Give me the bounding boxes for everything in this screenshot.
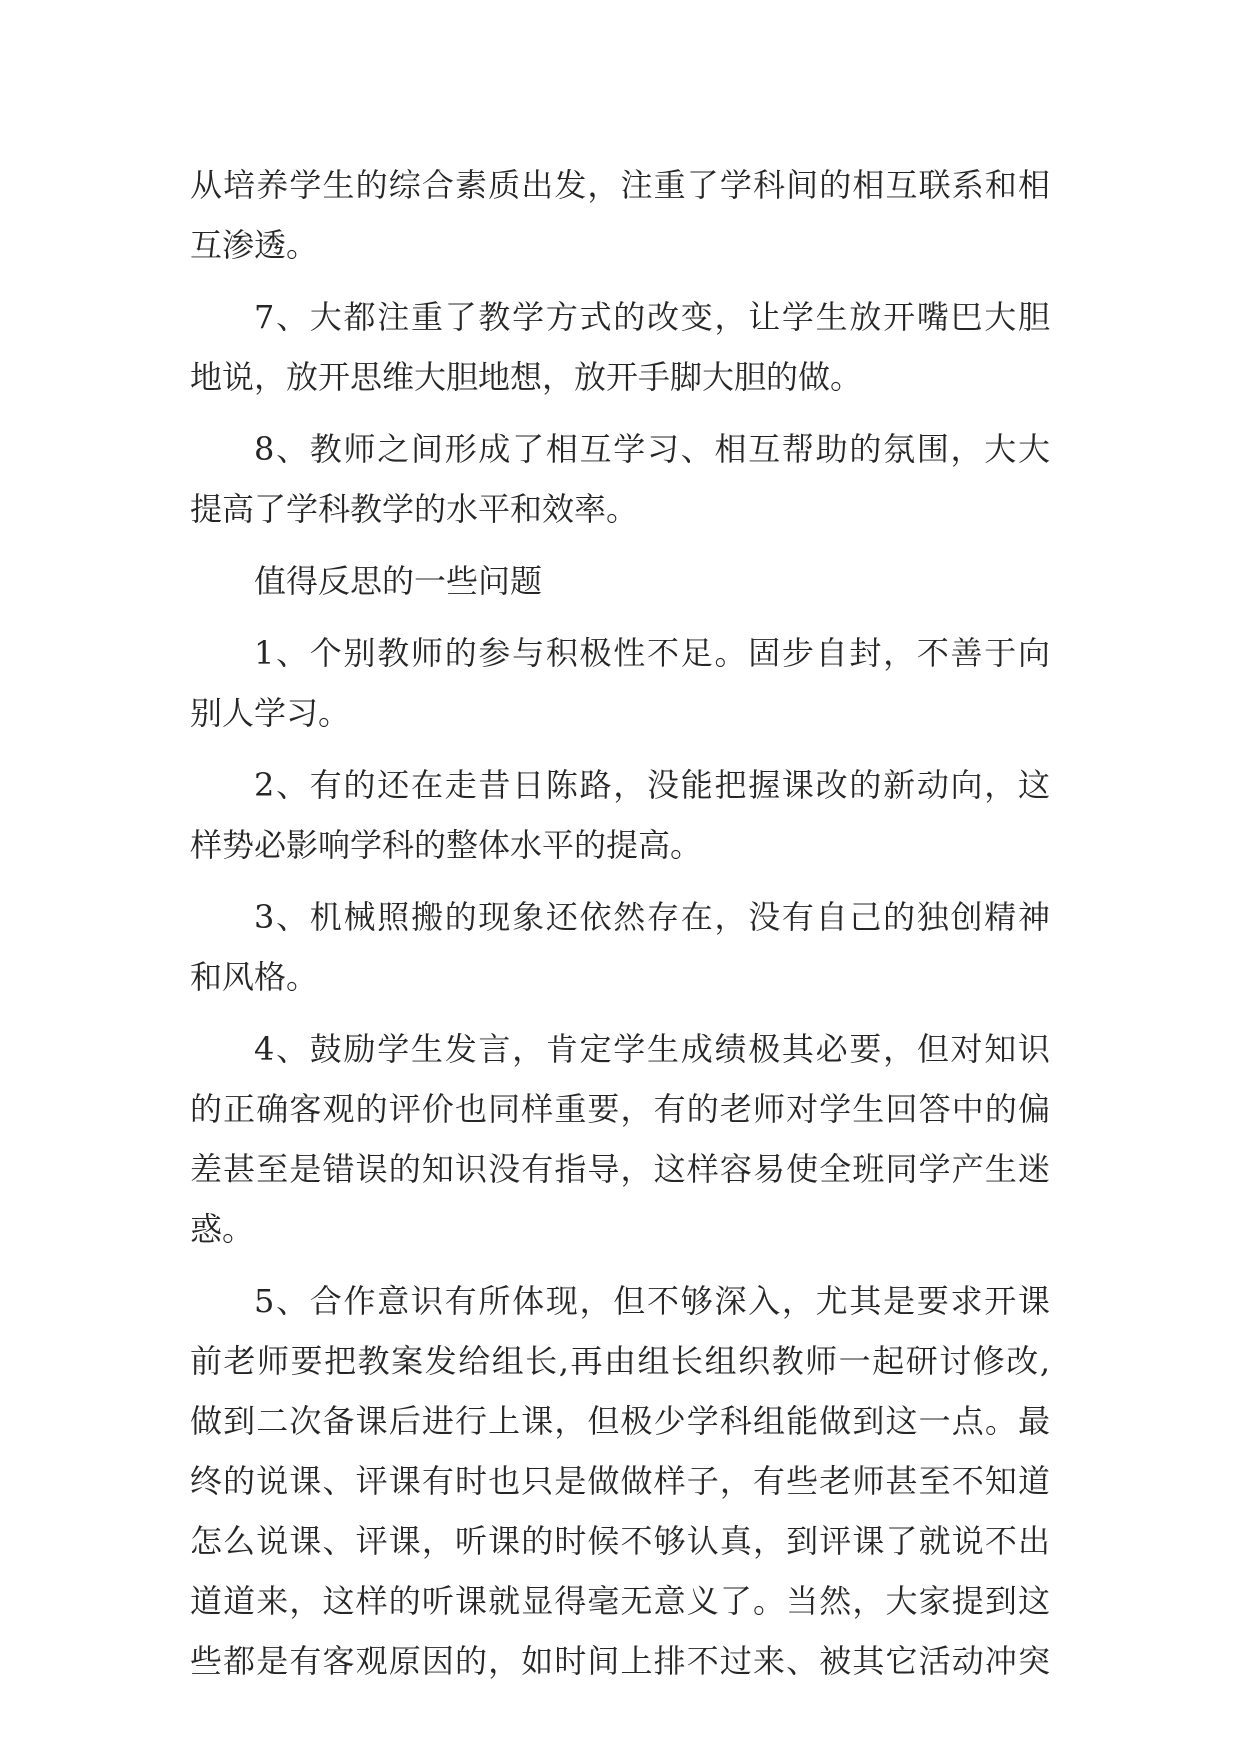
section-heading: 值得反思的一些问题	[254, 562, 543, 600]
paragraph-line: 终的说课、评课有时也只是做做样子，有些老师甚至不知道	[190, 1462, 1050, 1500]
paragraph-line: 些都是有客观原因的，如时间上排不过来、被其它活动冲突	[190, 1642, 1050, 1680]
paragraph-line: 别人学习。	[190, 694, 351, 732]
paragraph-line: 7、大都注重了教学方式的改变，让学生放开嘴巴大胆	[254, 298, 1050, 336]
paragraph-line: 从培养学生的综合素质出发，注重了学科间的相互联系和相	[190, 166, 1050, 204]
paragraph-line: 样势必影响学科的整体水平的提高。	[190, 826, 703, 864]
paragraph-line: 道道来，这样的听课就显得毫无意义了。当然，大家提到这	[190, 1582, 1050, 1620]
paragraph-line: 2、有的还在走昔日陈路，没能把握课改的新动向，这	[254, 766, 1050, 804]
paragraph-line: 的正确客观的评价也同样重要，有的老师对学生回答中的偏	[190, 1090, 1050, 1128]
paragraph-line: 1、个别教师的参与积极性不足。固步自封，不善于向	[254, 634, 1050, 672]
paragraph-line: 5、合作意识有所体现，但不够深入，尤其是要求开课	[254, 1282, 1050, 1320]
paragraph-line: 惑。	[190, 1210, 255, 1248]
paragraph-line: 8、教师之间形成了相互学习、相互帮助的氛围，大大	[254, 430, 1050, 468]
document-body	[190, 155, 1050, 1691]
paragraph-line: 4、鼓励学生发言，肯定学生成绩极其必要，但对知识	[254, 1030, 1050, 1068]
paragraph-line: 前老师要把教案发给组长,再由组长组织教师一起研讨修改,	[190, 1342, 1050, 1380]
paragraph-line: 互渗透。	[190, 226, 319, 264]
paragraph-line: 做到二次备课后进行上课，但极少学科组能做到这一点。最	[190, 1402, 1050, 1440]
paragraph-line: 差甚至是错误的知识没有指导，这样容易使全班同学产生迷	[190, 1150, 1050, 1188]
paragraph-line: 怎么说课、评课，听课的时候不够认真，到评课了就说不出	[190, 1522, 1050, 1560]
paragraph-line: 和风格。	[190, 958, 319, 996]
paragraph-line: 提高了学科教学的水平和效率。	[190, 490, 639, 528]
paragraph-line: 3、机械照搬的现象还依然存在，没有自己的独创精神	[254, 898, 1050, 936]
paragraph-line: 地说，放开思维大胆地想，放开手脚大胆的做。	[190, 358, 863, 396]
